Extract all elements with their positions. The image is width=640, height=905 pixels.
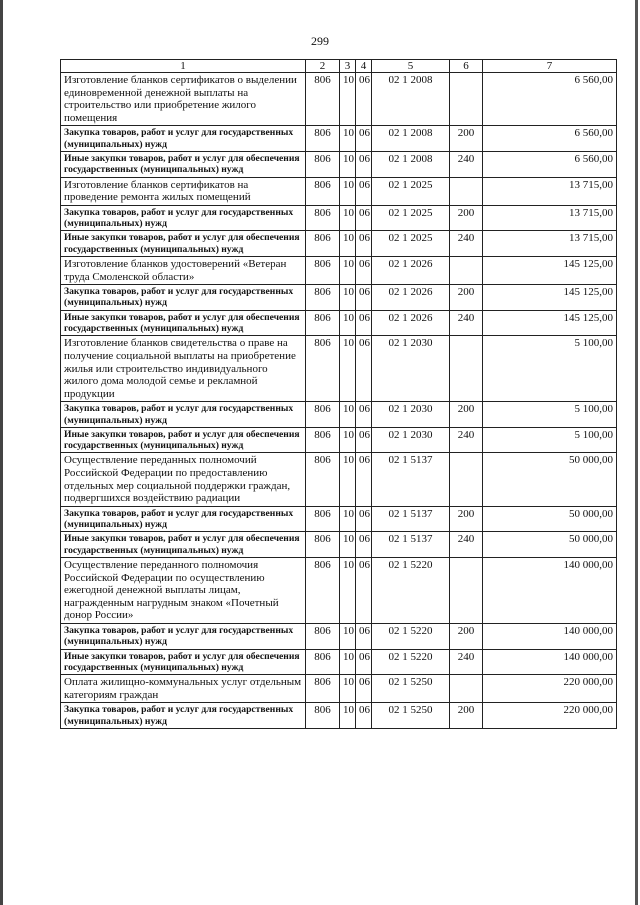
row-expense-type-cell	[450, 73, 483, 126]
row-subsection-cell: 06	[356, 336, 372, 402]
row-ministry-cell: 806	[306, 285, 340, 311]
row-expense-type-cell	[450, 453, 483, 506]
scan-edge-right	[635, 0, 638, 905]
table-row	[61, 558, 617, 624]
row-section-cell: 10	[340, 73, 356, 126]
row-target-cell: 02 1 5137	[372, 532, 450, 558]
row-target-cell: 02 1 5137	[372, 506, 450, 532]
row-section-cell: 10	[340, 151, 356, 177]
row-name-cell: Оплата жилищно-коммунальных услуг отдельным категориям граждан	[61, 675, 306, 703]
row-target-cell: 02 1 2025	[372, 205, 450, 231]
row-ministry-cell: 806	[306, 675, 340, 703]
row-target-cell: 02 1 5220	[372, 624, 450, 650]
row-expense-type-cell: 200	[450, 126, 483, 152]
row-name-cell: Иные закупки товаров, работ и услуг для обеспечения государственных (муниципальных) нужд	[61, 151, 306, 177]
row-name-cell: Закупка товаров, работ и услуг для государственных (муниципальных) нужд	[61, 506, 306, 532]
row-subsection-cell: 06	[356, 703, 372, 729]
table-row	[61, 624, 617, 650]
row-name-cell: Закупка товаров, работ и услуг для государственных (муниципальных) нужд	[61, 126, 306, 152]
row-ministry-cell: 806	[306, 532, 340, 558]
row-subsection-cell: 06	[356, 256, 372, 284]
row-name-cell: Закупка товаров, работ и услуг для государственных (муниципальных) нужд	[61, 402, 306, 428]
row-section-cell: 10	[340, 205, 356, 231]
row-amount-cell: 220 000,00	[483, 703, 617, 729]
row-amount-cell: 13 715,00	[483, 177, 617, 205]
row-amount-cell: 13 715,00	[483, 205, 617, 231]
header-col-1: 1	[61, 60, 306, 73]
row-expense-type-cell	[450, 336, 483, 402]
table-row	[61, 427, 617, 453]
row-section-cell: 10	[340, 506, 356, 532]
row-amount-cell: 140 000,00	[483, 649, 617, 675]
row-expense-type-cell: 240	[450, 427, 483, 453]
table-row	[61, 675, 617, 703]
row-name-cell: Изготовление бланков свидетельства о праве на получение социальной выплаты на приобретение жилья или строительство индивидуального жилого дома молодой семье и рекламной продукции	[61, 336, 306, 402]
row-target-cell: 02 1 2025	[372, 231, 450, 257]
table-row	[61, 285, 617, 311]
table-row	[61, 177, 617, 205]
row-section-cell: 10	[340, 675, 356, 703]
row-expense-type-cell: 240	[450, 532, 483, 558]
row-target-cell: 02 1 2030	[372, 336, 450, 402]
row-expense-type-cell: 200	[450, 506, 483, 532]
row-expense-type-cell: 200	[450, 285, 483, 311]
row-subsection-cell: 06	[356, 675, 372, 703]
row-section-cell: 10	[340, 558, 356, 624]
row-name-cell: Иные закупки товаров, работ и услуг для обеспечения государственных (муниципальных) нужд	[61, 532, 306, 558]
row-ministry-cell: 806	[306, 624, 340, 650]
row-ministry-cell: 806	[306, 506, 340, 532]
row-expense-type-cell: 200	[450, 703, 483, 729]
row-ministry-cell: 806	[306, 558, 340, 624]
row-amount-cell: 50 000,00	[483, 453, 617, 506]
row-subsection-cell: 06	[356, 205, 372, 231]
row-ministry-cell: 806	[306, 336, 340, 402]
row-section-cell: 10	[340, 532, 356, 558]
table-row	[61, 126, 617, 152]
row-name-cell: Закупка товаров, работ и услуг для государственных (муниципальных) нужд	[61, 703, 306, 729]
row-section-cell: 10	[340, 126, 356, 152]
header-col-3: 3	[340, 60, 356, 73]
row-target-cell: 02 1 5250	[372, 675, 450, 703]
row-ministry-cell: 806	[306, 453, 340, 506]
row-subsection-cell: 06	[356, 402, 372, 428]
row-name-cell: Изготовление бланков удостоверений «Ветеран труда Смоленской области»	[61, 256, 306, 284]
table-row	[61, 205, 617, 231]
row-expense-type-cell: 240	[450, 649, 483, 675]
row-amount-cell: 50 000,00	[483, 532, 617, 558]
scan-edge-left	[0, 0, 3, 905]
row-expense-type-cell: 200	[450, 624, 483, 650]
header-col-5: 5	[372, 60, 450, 73]
row-subsection-cell: 06	[356, 151, 372, 177]
row-target-cell: 02 1 2025	[372, 177, 450, 205]
row-expense-type-cell: 240	[450, 231, 483, 257]
row-subsection-cell: 06	[356, 558, 372, 624]
row-amount-cell: 145 125,00	[483, 285, 617, 311]
row-name-cell: Закупка товаров, работ и услуг для государственных (муниципальных) нужд	[61, 285, 306, 311]
row-target-cell: 02 1 5220	[372, 649, 450, 675]
row-ministry-cell: 806	[306, 177, 340, 205]
row-amount-cell: 140 000,00	[483, 624, 617, 650]
row-subsection-cell: 06	[356, 126, 372, 152]
row-ministry-cell: 806	[306, 126, 340, 152]
row-target-cell: 02 1 2008	[372, 73, 450, 126]
table-row	[61, 532, 617, 558]
row-section-cell: 10	[340, 402, 356, 428]
row-amount-cell: 145 125,00	[483, 256, 617, 284]
row-section-cell: 10	[340, 624, 356, 650]
row-amount-cell: 220 000,00	[483, 675, 617, 703]
row-ministry-cell: 806	[306, 427, 340, 453]
table-row	[61, 649, 617, 675]
row-target-cell: 02 1 2026	[372, 285, 450, 311]
table-row	[61, 151, 617, 177]
row-ministry-cell: 806	[306, 402, 340, 428]
table-row	[61, 453, 617, 506]
row-ministry-cell: 806	[306, 151, 340, 177]
table-row	[61, 73, 617, 126]
row-name-cell: Закупка товаров, работ и услуг для государственных (муниципальных) нужд	[61, 205, 306, 231]
row-amount-cell: 140 000,00	[483, 558, 617, 624]
row-section-cell: 10	[340, 231, 356, 257]
row-expense-type-cell: 200	[450, 205, 483, 231]
header-col-4: 4	[356, 60, 372, 73]
row-section-cell: 10	[340, 285, 356, 311]
row-section-cell: 10	[340, 649, 356, 675]
row-subsection-cell: 06	[356, 506, 372, 532]
row-section-cell: 10	[340, 453, 356, 506]
row-name-cell: Изготовление бланков сертификатов на проведение ремонта жилых помещений	[61, 177, 306, 205]
table-body	[61, 73, 617, 729]
table-row	[61, 402, 617, 428]
row-section-cell: 10	[340, 177, 356, 205]
page-number: 299	[311, 34, 329, 48]
row-ministry-cell: 806	[306, 649, 340, 675]
row-expense-type-cell: 200	[450, 402, 483, 428]
row-amount-cell: 6 560,00	[483, 151, 617, 177]
row-subsection-cell: 06	[356, 310, 372, 336]
row-section-cell: 10	[340, 703, 356, 729]
row-expense-type-cell	[450, 177, 483, 205]
budget-table	[60, 59, 617, 729]
table-row	[61, 506, 617, 532]
row-name-cell: Осуществление переданного полномочия Российской Федерации по осуществлению ежегодной денежной выплаты лицам, награжденным нагрудным знаком «Почетный донор России»	[61, 558, 306, 624]
table-row	[61, 231, 617, 257]
row-ministry-cell: 806	[306, 703, 340, 729]
row-name-cell: Осуществление переданных полномочий Российской Федерации по предоставлению отдельных мер социальной поддержки граждан, подвергшихся воздействию радиации	[61, 453, 306, 506]
row-amount-cell: 5 100,00	[483, 402, 617, 428]
row-amount-cell: 6 560,00	[483, 73, 617, 126]
row-ministry-cell: 806	[306, 256, 340, 284]
row-section-cell: 10	[340, 427, 356, 453]
row-expense-type-cell: 240	[450, 310, 483, 336]
row-subsection-cell: 06	[356, 231, 372, 257]
row-amount-cell: 145 125,00	[483, 310, 617, 336]
row-subsection-cell: 06	[356, 624, 372, 650]
row-ministry-cell: 806	[306, 231, 340, 257]
table-row	[61, 336, 617, 402]
row-ministry-cell: 806	[306, 310, 340, 336]
row-subsection-cell: 06	[356, 532, 372, 558]
row-name-cell: Иные закупки товаров, работ и услуг для обеспечения государственных (муниципальных) нужд	[61, 310, 306, 336]
row-target-cell: 02 1 2008	[372, 151, 450, 177]
row-subsection-cell: 06	[356, 427, 372, 453]
header-col-7: 7	[483, 60, 617, 73]
table-row	[61, 703, 617, 729]
row-target-cell: 02 1 2030	[372, 427, 450, 453]
table-header-row	[61, 60, 617, 73]
row-ministry-cell: 806	[306, 205, 340, 231]
row-amount-cell: 5 100,00	[483, 427, 617, 453]
row-target-cell: 02 1 5137	[372, 453, 450, 506]
row-target-cell: 02 1 2026	[372, 310, 450, 336]
row-name-cell: Иные закупки товаров, работ и услуг для обеспечения государственных (муниципальных) нужд	[61, 427, 306, 453]
row-ministry-cell: 806	[306, 73, 340, 126]
row-amount-cell: 50 000,00	[483, 506, 617, 532]
row-amount-cell: 6 560,00	[483, 126, 617, 152]
row-expense-type-cell	[450, 675, 483, 703]
row-expense-type-cell	[450, 256, 483, 284]
row-target-cell: 02 1 2030	[372, 402, 450, 428]
row-name-cell: Изготовление бланков сертификатов о выделении единовременной денежной выплаты на строительство или приобретение жилого помещения	[61, 73, 306, 126]
table-row	[61, 256, 617, 284]
row-section-cell: 10	[340, 256, 356, 284]
row-section-cell: 10	[340, 336, 356, 402]
row-target-cell: 02 1 2008	[372, 126, 450, 152]
header-col-2: 2	[306, 60, 340, 73]
row-target-cell: 02 1 5250	[372, 703, 450, 729]
row-amount-cell: 5 100,00	[483, 336, 617, 402]
row-name-cell: Иные закупки товаров, работ и услуг для обеспечения государственных (муниципальных) нужд	[61, 649, 306, 675]
row-subsection-cell: 06	[356, 453, 372, 506]
row-target-cell: 02 1 5220	[372, 558, 450, 624]
row-subsection-cell: 06	[356, 177, 372, 205]
row-subsection-cell: 06	[356, 649, 372, 675]
row-expense-type-cell	[450, 558, 483, 624]
row-subsection-cell: 06	[356, 73, 372, 126]
row-name-cell: Закупка товаров, работ и услуг для государственных (муниципальных) нужд	[61, 624, 306, 650]
table-row	[61, 310, 617, 336]
header-col-6: 6	[450, 60, 483, 73]
row-expense-type-cell: 240	[450, 151, 483, 177]
row-name-cell: Иные закупки товаров, работ и услуг для обеспечения государственных (муниципальных) нужд	[61, 231, 306, 257]
row-subsection-cell: 06	[356, 285, 372, 311]
row-amount-cell: 13 715,00	[483, 231, 617, 257]
row-section-cell: 10	[340, 310, 356, 336]
row-target-cell: 02 1 2026	[372, 256, 450, 284]
